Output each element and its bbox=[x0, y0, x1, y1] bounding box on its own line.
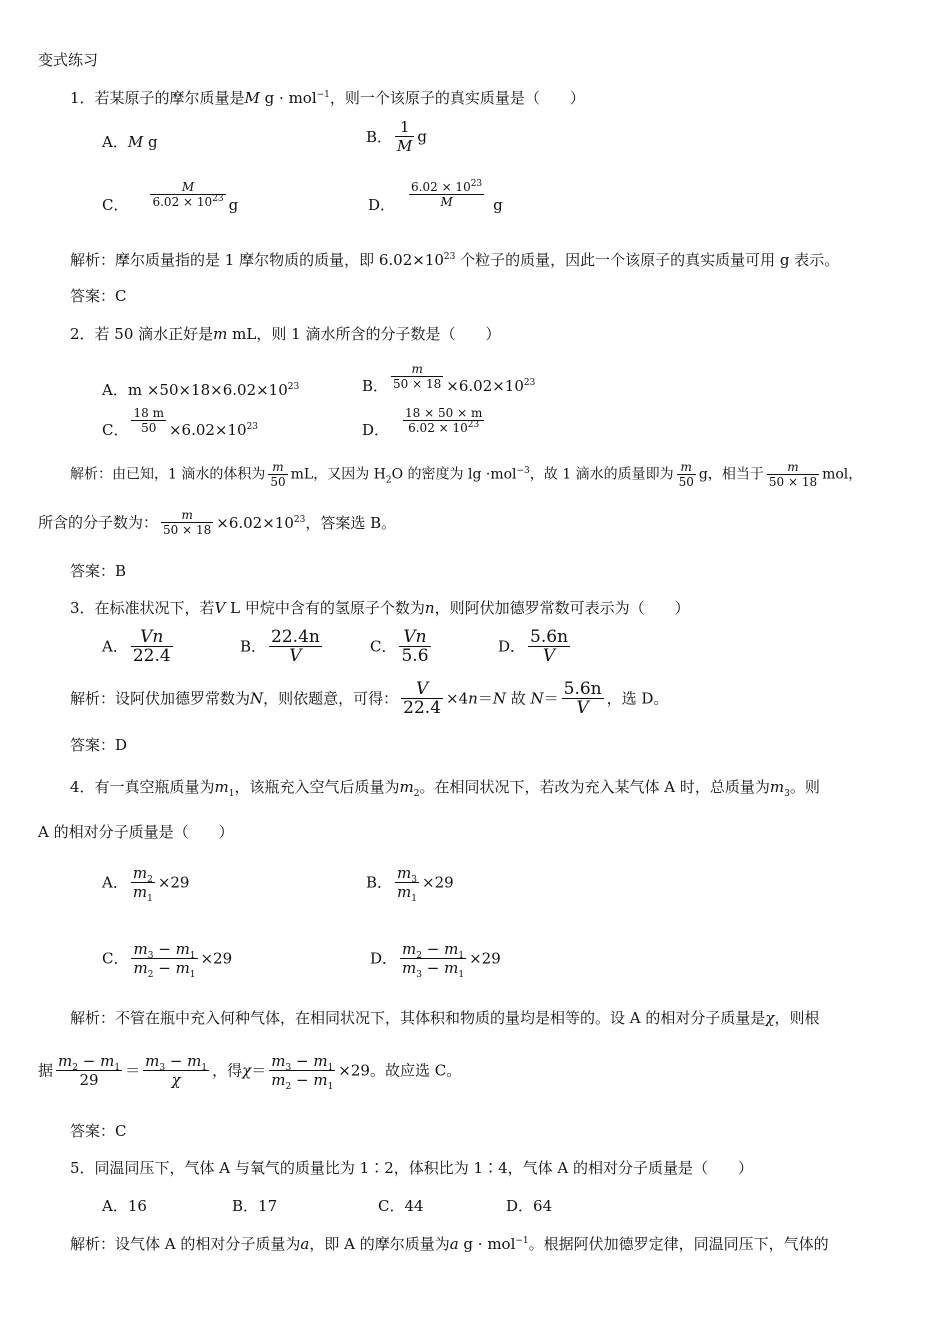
q1-option-d[interactable]: D． $\frac{6.02 \times 10^{23}}{M}$ g bbox=[368, 179, 503, 214]
q5-analysis: 解析：设气体 A 的相对分子质量为a，即 A 的摩尔质量为a g · mol$^{-1}$。根据阿伏加德罗定律，同温同压下，气体的 bbox=[70, 1235, 829, 1253]
q2-option-b[interactable]: B． $\frac{m}{50 \times 18}$ $\times 6.02\times 10^{23}$ bbox=[362, 362, 536, 395]
q4-option-b[interactable]: B． $\frac{m_3}{m_1}$ ×29 bbox=[366, 864, 454, 904]
q2-option-a[interactable]: A．$m \times 50\times 18\times 6.02\times 10^{23}$ bbox=[102, 381, 300, 399]
q5-option-b[interactable]: B．17 bbox=[232, 1197, 278, 1215]
q2-option-d[interactable]: D． $\frac{18 \times 50 \times m}{6.02 \times 10^{23}}$ bbox=[362, 406, 483, 439]
q3-stem: 3．在标准状况下，若V L 甲烷中含有的氢原子个数为n，则阿伏加德罗常数可表示为（ ） bbox=[70, 599, 690, 617]
q4-analysis-line1: 解析：不管在瓶中充入何种气体，在相同状况下，其体积和物质的量均是相等的。设 A 的相对分子质量是χ，则根 bbox=[70, 1009, 820, 1027]
page-heading: 变式练习 bbox=[38, 51, 99, 69]
q2-analysis-line2: 所含的分子数为： $\frac{m}{50 \times 18}$ $\times 6.02\times 10^{23}$，答案选 B。 bbox=[38, 508, 397, 537]
q4-answer: 答案：C bbox=[70, 1122, 127, 1140]
q3-option-d[interactable]: D． $\frac{5.6n}{V}$ bbox=[498, 627, 569, 666]
q1-answer: 答案：C bbox=[70, 287, 127, 305]
q4-option-d[interactable]: D． $\frac{m_2 - m_1}{m_3 - m_1}$ ×29 bbox=[370, 940, 501, 980]
q4-stem-line1: 4．有一真空瓶质量为$m_1$，该瓶充入空气后质量为$m_2$。在相同状况下，若改为充入某气体 A 时，总质量为$m_3$。则 bbox=[70, 778, 820, 799]
q5-option-a[interactable]: A．16 bbox=[102, 1197, 147, 1215]
q2-option-c[interactable]: C． $\frac{18 m}{50}$ $\times 6.02\times 10^{23}$ bbox=[102, 406, 259, 439]
q2-answer: 答案：B bbox=[70, 562, 127, 580]
q4-analysis-line2: 据 $\frac{m_2 - m_1}{29}$ ＝ $\frac{m_3 - m_1}{\chi}$ ，得χ＝ $\frac{m_3 - m_1}{m_2 - m_1}$ ×29。故应选 C。 bbox=[38, 1052, 462, 1092]
q1-option-b[interactable]: B． $\frac{1}{M}$ g bbox=[366, 118, 427, 155]
q1-analysis: 解析：摩尔质量指的是 1 摩尔物质的质量，即 $6.02\times 10^{23}$ 个粒子的质量，因此一个该原子的真实质量可用 g 表示。 bbox=[70, 251, 840, 269]
q5-option-c[interactable]: C．44 bbox=[378, 1197, 424, 1215]
q2-analysis-line1: 解析：由已知，1 滴水的体积为 $\frac{m}{50}$ mL，又因为 $H_2O$ 的密度为 lg ·mol$^{-3}$，故 1 滴水的质量即为 $\frac{m}{50}$ g，相当于 $\frac{m}{50 \times 18}$ mol， bbox=[70, 460, 863, 489]
q4-option-a[interactable]: A． $\frac{m_2}{m_1}$ ×29 bbox=[102, 864, 190, 904]
q3-option-b[interactable]: B． $\frac{22.4n}{V}$ bbox=[240, 627, 320, 666]
q4-stem-line2: A 的相对分子质量是（ ） bbox=[38, 823, 234, 841]
q1-stem: 1．若某原子的摩尔质量是M g · mol$^{-1}$，则一个该原子的真实质量是（ ） bbox=[70, 89, 585, 107]
q3-option-a[interactable]: A． $\frac{Vn}{22.4}$ bbox=[102, 627, 171, 666]
q1-option-c[interactable]: C． $\frac{M}{6.02 \times 10^{23}}$ g bbox=[102, 180, 239, 214]
q2-stem: 2．若 50 滴水正好是m mL，则 1 滴水所含的分子数是（ ） bbox=[70, 325, 501, 343]
q3-option-c[interactable]: C． $\frac{Vn}{5.6}$ bbox=[370, 627, 429, 666]
q3-analysis: 解析：设阿伏加德罗常数为N，则依题意，可得： $\frac{V}{22.4}$ ×4n＝N 故 N＝ $\frac{5.6n}{V}$ ，选 D。 bbox=[70, 679, 669, 718]
q5-stem: 5．同温同压下，气体 A 与氧气的质量比为 1∶2，体积比为 1∶4，气体 A 的相对分子质量是（ ） bbox=[70, 1159, 753, 1177]
q5-option-d[interactable]: D．64 bbox=[506, 1197, 553, 1215]
q1-option-a[interactable]: A．M g bbox=[102, 133, 158, 151]
q3-answer: 答案：D bbox=[70, 736, 128, 754]
q4-option-c[interactable]: C． $\frac{m_3 - m_1}{m_2 - m_1}$ ×29 bbox=[102, 940, 233, 980]
